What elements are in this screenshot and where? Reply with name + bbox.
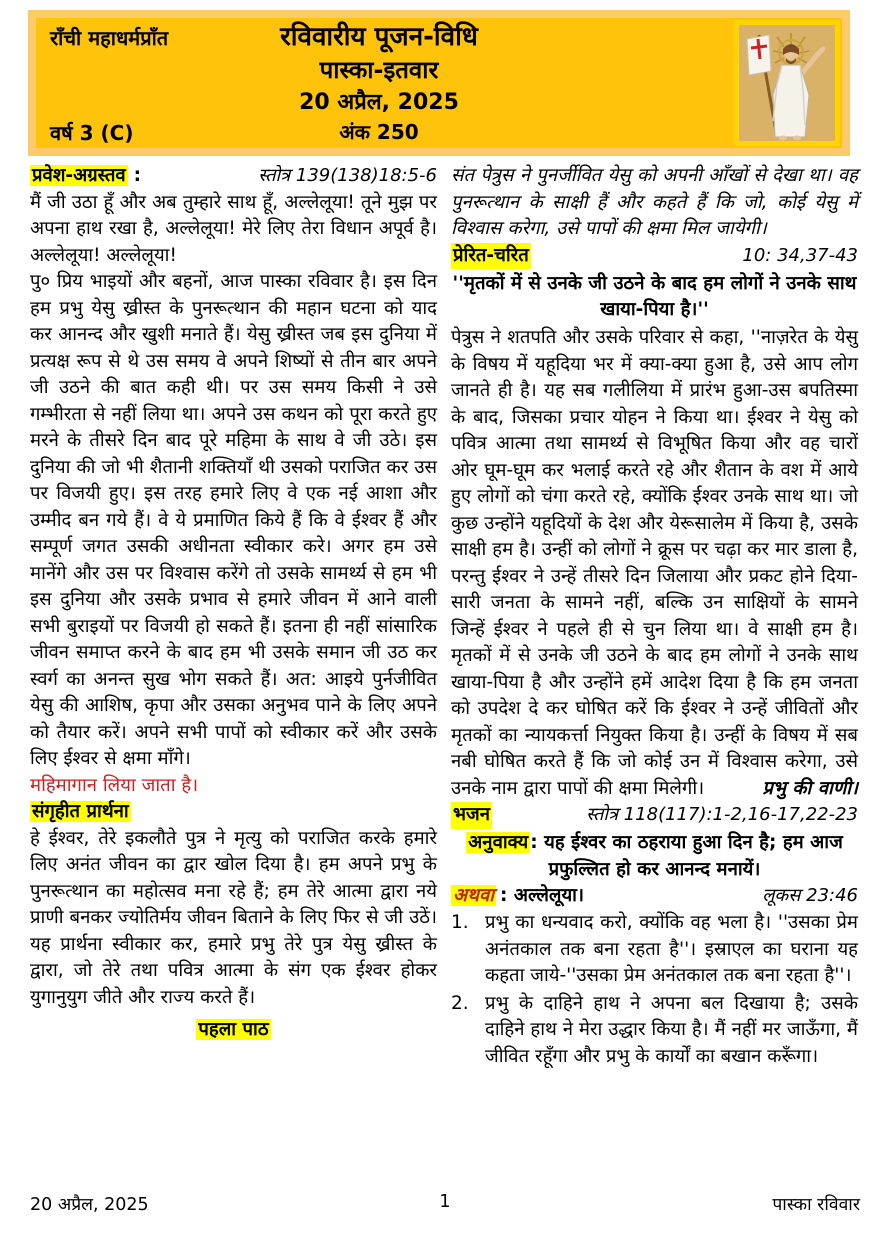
entrance-colon: : xyxy=(133,165,141,186)
risen-jesus-image xyxy=(734,20,840,146)
reading-headline: ''मृतकों में से उनके जी उठने के बाद हम लोगों ने उनके साथ खाया-पिया है।'' xyxy=(452,273,857,320)
word-of-the-lord: प्रभु की वाणी। xyxy=(762,777,858,799)
alleluia-alternative-row xyxy=(451,883,858,910)
bulletin-title: रविवारीय पूजन-विधि xyxy=(280,22,478,52)
verse-2-text: प्रभु के दाहिने हाथ ने अपना बल दिखाया है; उसके दाहिने हाथ ने मेरा उद्धार किया है। मैं नहीं मर जाऊँगा, मैं जीवित रहूँगा और प्रभु के कार्यों का बखान करूँगा। xyxy=(485,992,858,1067)
issue-date: 20 अप्रैल, 2025 xyxy=(299,90,459,115)
page-number: 1 xyxy=(439,1192,451,1212)
psalm-reference: स्तोत्र 118(117):1-2,16-17,22-23 xyxy=(586,804,858,825)
antiphon-text: : यह ईश्वर का ठहराया हुआ दिन है; हम आज प्रफुल्लित हो कर आनन्द मनायें। xyxy=(530,831,843,880)
masthead-titles xyxy=(36,20,722,146)
psalm-verse-2 xyxy=(451,991,858,1071)
entrance-antiphon-label-group xyxy=(30,163,141,190)
feast-name: पास्का-इतवार xyxy=(319,56,439,84)
issue-number: अंक 250 xyxy=(339,120,419,144)
reading-body-span: पेत्रुस ने शतपति और उसके परिवार से कहा, ''नाज़रेत के येसु के विषय में यहूदिया भर में क्या-क्या हुआ है, उसे आप लोग जानते ही है। यह सब गलीलिया में प्रारंभ हुआ-उस बपतिस्मा के बाद, जिसका प्रचार योहन ने किया था। ईश्वर ने येसु को पवित्र आत्मा तथा सामर्थ्य से विभूषित किया और वह चारों ओर घूम-घूम कर भलाई करते रहे और शैतान के वश में आये हुए लोगों को चंगा करते रहे, क्योंकि ईश्वर उनके साथ था। जो कुछ उन्होंने यहूदियों के देश और येरूसालेम में किया है, उसके साक्षी हम है। उन्हीं को लोगों ने क्रूस पर चढ़ा कर मार डाला है, परन्तु ईश्वर ने उन्हें तीसरे दिन जिलाया और प्रकट होने दिया-सारी जनता के सामने नहीं, बल्कि उन साक्षियों के सामने जिन्हें ईश्वर ने पहले ही से चुन लिया था। वे साक्षी हम है। मृतकों में से उनके जी उठने के बाद हम लोगों ने उनके साथ खाया-पिया है और उन्होंने हमें आदेश दिया है कि हम जनता को उपदेश दे कर घोषित करें कि ईश्वर ने उन्हें जीवितों और मृतकों का न्यायकर्त्ता नियुक्त किया है। उन्हीं के विषय में सब नबी घोषित करते हैं कि जो कोई उन में विश्वास करेगा, उसे उनके नाम द्वारा पापों की क्षमा मिलेगी। xyxy=(451,327,858,799)
reading-reference: 10: 34,37-43 xyxy=(742,244,858,266)
reading-introduction: संत पेत्रुस ने पुनर्जीवित येसु को अपनी आँखों से देखा था। वह पुनरूत्थान के साक्षी हैं और कहते हैं कि जो, कोई येसु में विश्वास करेगा, उसे पापों की क्षमा मिल जायेगी। xyxy=(451,165,858,239)
antiphon-label: अनुवाक्य xyxy=(468,831,529,853)
left-column xyxy=(30,163,437,1070)
first-reading-label: पहला पाठ xyxy=(198,1019,269,1040)
entrance-antiphon-heading xyxy=(30,163,437,190)
collect-label: संगृहीत प्रार्थना xyxy=(32,801,129,822)
collect-prayer-text: हे ईश्वर, तेरे इकलौते पुत्र ने मृत्यु को पराजित करके हमारे लिए अनंत जीवन का द्वार खोल दिया है। हम अपने प्रभु के पुनरूत्थान का महोत्सव मना रहे हैं; हम तेरे आत्मा द्वारा नये प्राणी बनकर ज्योतिर्मय जीवन बिताने के लिए फिर से जी उठें। यह प्रार्थना स्वीकार कर, हमारे प्रभु तेरे पुत्र येसु ख्रीस्त के द्वारा, जो तेरे तथा पवित्र आत्मा के संग एक ईश्वर होकर युगानुयुग जीते और राज्य करते हैं। xyxy=(30,827,437,1008)
alleluia-text: : अल्लेलूया। xyxy=(500,884,584,906)
reading-book-label: प्रेरित-चरित xyxy=(451,243,531,270)
verse-2-number: 2. xyxy=(451,992,469,1014)
reading-heading xyxy=(451,243,858,270)
risen-jesus-illustration xyxy=(739,25,835,141)
entrance-antiphon-label: प्रवेश-अग्रस्तव xyxy=(32,165,126,186)
alleluia-reference: लूकस 23:46 xyxy=(762,884,858,906)
or-label: अथवा xyxy=(453,884,495,906)
entrance-antiphon-text: मैं जी उठा हूँ और अब तुम्हारे साथ हूँ, अल्लेलूया! तूने मुझ पर अपना हाथ रखा है, अल्लेलूया! मेरे लिए तेरा विधान अपूर्व है। अल्लेलूया! अल्लेलूया! xyxy=(30,191,437,266)
right-column xyxy=(451,163,858,1070)
diocese-name: राँची महाधर्मप्राँत xyxy=(50,26,169,50)
psalm-verse-1 xyxy=(451,910,858,990)
masthead-banner xyxy=(28,10,850,156)
psalm-heading xyxy=(451,802,858,829)
psalm-label: भजन xyxy=(451,802,492,829)
footer-feast-name: पास्का रविवार xyxy=(772,1195,860,1215)
reading-body-text xyxy=(451,325,858,802)
first-reading-heading xyxy=(30,1017,437,1044)
verse-1-text: प्रभु का धन्यवाद करो, क्योंकि वह भला है। ''उसका प्रेम अनंतकाल तक बना रहता है''। इस्राएल का घराना यह कहता जाये-''उसका प्रेम अनंतकाल तक बना रहता है''। xyxy=(485,912,858,986)
gloria-rubric: महिमागान लिया जाता है। xyxy=(30,774,199,796)
entrance-antiphon-reference: स्तोत्र 139(138)18:5-6 xyxy=(258,165,437,186)
footer-date: 20 अप्रैल, 2025 xyxy=(30,1195,149,1215)
masthead-inner-panel xyxy=(36,18,842,148)
verse-1-number: 1. xyxy=(451,912,469,933)
priest-exhortation-paragraph: पु० प्रिय भाइयों और बहनों, आज पास्का रविवार है। इस दिन हम प्रभु येसु ख्रीस्त के पुनरूत्थान की महान घटना को याद कर आनन्द और खुशी मनाते हैं। येसु ख्रीस्त जब इस दुनिया में प्रत्यक्ष रूप से थे उस समय वे अपने शिष्यों से तीन बार अपने जी उठने की बात कही थी। पर उस समय किसी ने उसे गम्भीरता से नहीं लिया था। अपने उस कथन को पूरा करते हुए मरने के तीसरे दिन बाद पूरे महिमा के साथ वे जी उठे। इस दुनिया की जो भी शैतानी शक्तियाँ थी उसको पराजित कर उस पर विजयी हुए। इस तरह हमारे लिए वे एक नई आशा और उम्मीद बन गये हैं। वे ये प्रमाणित किये हैं कि वे ईश्वर हैं और सम्पूर्ण जगत उसकी अधीनता स्वीकार करे। अगर हम उसे मानेंगे और उस पर विश्वास करेंगे तो उसके सामर्थ्य से हम भी इस दुनिया और उसके प्रभाव से हमारे जीवन में आने वाली सभी बुराइयों पर विजयी हो सकते हैं। इतना ही नहीं सांसारिक जीवन समाप्त करने के बाद हम भी उसके समान जी उठ कर स्वर्ग का अनन्त सुख भोग सकते हैं। अत: आइये पुर्नजीवित येसु की आशिष, कृपा और उसका अनुभव पाने के लिए अपने को तैयार करें। अपने सभी पापों को स्वीकार करें और उसके लिए ईश्वर से क्षमा माँगे। xyxy=(30,271,437,769)
body-columns xyxy=(30,163,858,1070)
collect-heading xyxy=(30,799,437,826)
psalm-antiphon xyxy=(451,829,858,883)
alleluia-alternative-group xyxy=(451,883,584,910)
liturgical-year-cycle: वर्ष 3 (C) xyxy=(50,121,134,145)
